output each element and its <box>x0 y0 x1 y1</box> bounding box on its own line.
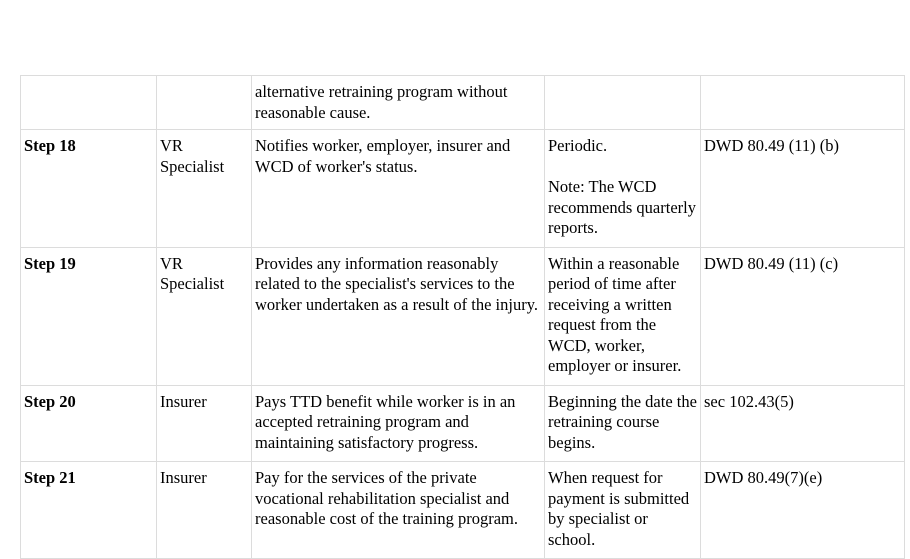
table-row <box>21 247 905 385</box>
timing-cell: When request for payment is submitted by specialist or school. <box>545 462 701 559</box>
procedure-table <box>20 75 905 559</box>
timing-cell <box>545 76 701 130</box>
responsible-cell: Insurer <box>157 462 252 559</box>
step-cell: Step 20 <box>21 385 157 462</box>
timing-cell: Beginning the date the retraining course begins. <box>545 385 701 462</box>
reference-cell: DWD 80.49 (11) (c) <box>701 247 905 385</box>
reference-cell: DWD 80.49 (11) (b) <box>701 130 905 248</box>
responsible-cell <box>157 76 252 130</box>
action-cell: Notifies worker, employer, insurer and WCD of worker's status. <box>252 130 545 248</box>
reference-cell: DWD 80.49(7)(e) <box>701 462 905 559</box>
action-cell: Pay for the services of the private vocational rehabilitation specialist and reasonable cost of the training program. <box>252 462 545 559</box>
table-row <box>21 76 905 130</box>
reference-cell <box>701 76 905 130</box>
responsible-cell: VR Specialist <box>157 247 252 385</box>
step-cell: Step 19 <box>21 247 157 385</box>
reference-cell: sec 102.43(5) <box>701 385 905 462</box>
action-cell: Provides any information reasonably related to the specialist's services to the worker undertaken as a result of the injury. <box>252 247 545 385</box>
table-row <box>21 130 905 248</box>
table-row <box>21 462 905 559</box>
timing-note: Note: The WCD recommends quarterly reports. <box>548 177 696 237</box>
timing-cell <box>545 130 701 248</box>
timing-text: Periodic. <box>548 136 608 155</box>
action-cell: alternative retraining program without reasonable cause. <box>252 76 545 130</box>
step-cell: Step 21 <box>21 462 157 559</box>
step-cell <box>21 76 157 130</box>
action-cell: Pays TTD benefit while worker is in an accepted retraining program and maintaining satisfactory progress. <box>252 385 545 462</box>
table-row <box>21 385 905 462</box>
responsible-cell: Insurer <box>157 385 252 462</box>
timing-cell: Within a reasonable period of time after receiving a written request from the WCD, worker, employer or insurer. <box>545 247 701 385</box>
step-cell: Step 18 <box>21 130 157 248</box>
responsible-cell: VR Specialist <box>157 130 252 248</box>
